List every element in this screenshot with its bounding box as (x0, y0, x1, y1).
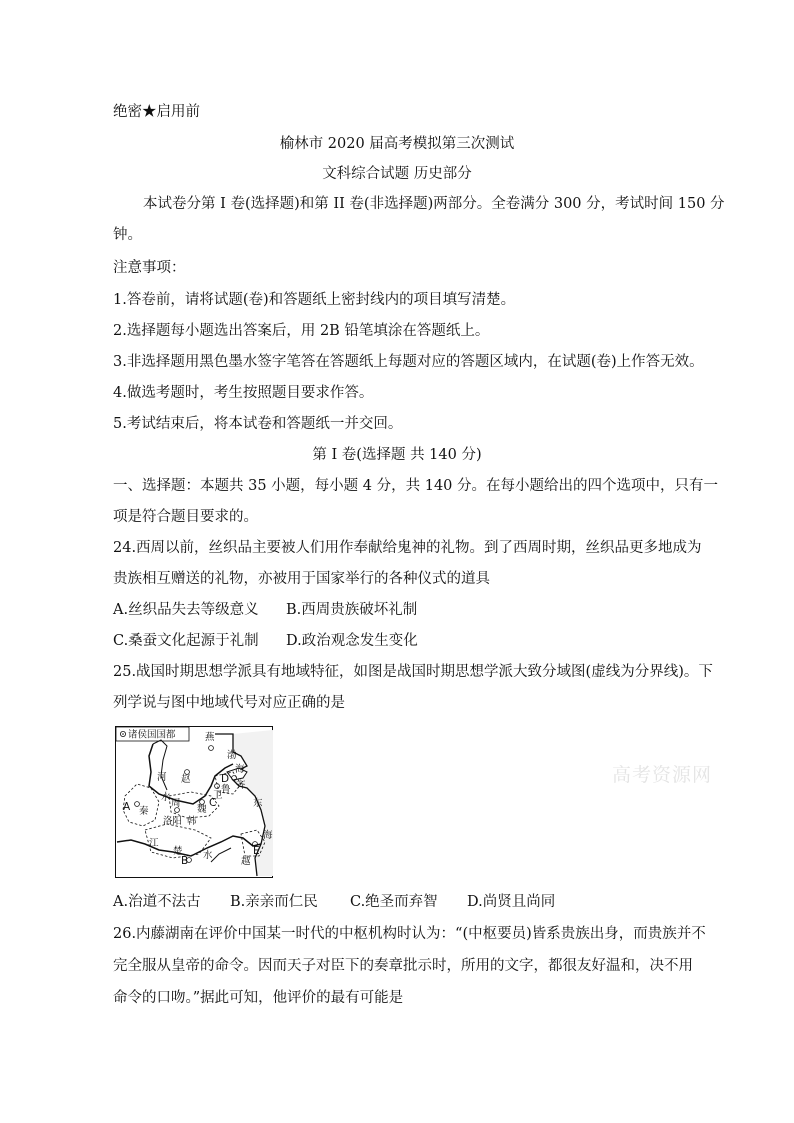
secret-mark: 绝密★启用前 (113, 104, 200, 120)
question-24-stem-2: 贵族相互赠送的礼物，亦被用于国家举行的各种仪式的道具 (113, 571, 490, 587)
section-instructions-1: 一、选择题：本题共 35 小题，每小题 4 分，共 140 分。在每小题给出的四个选项中，只有一 (113, 478, 719, 494)
note-item-2: 2.选择题每小题选出答案后，用 2B 铅笔填涂在答题纸上。 (113, 323, 490, 339)
map-label-han: 韩 (187, 816, 197, 827)
question-24-option-a: A.丝织品失去等级意义 (113, 602, 259, 618)
notes-heading: 注意事项： (113, 260, 186, 276)
question-24-option-d: D.政治观念发生变化 (286, 633, 418, 649)
map-label-bo: 渤 (227, 750, 237, 761)
question-25-stem-1: 25.战国时期思想学派具有地域特征，如图是战国时期思想学派大致分域图(虚线为分界线)。下 (113, 664, 713, 680)
note-item-4: 4.做选考题时，考生按照题目要求作答。 (113, 385, 374, 401)
intro-line-2: 钟。 (113, 227, 142, 243)
note-item-5: 5.考试结束后，将本试卷和答题纸一并交回。 (113, 416, 403, 432)
section-instructions-2: 项是符合题目要求的。 (113, 509, 258, 525)
map-region-e: E (253, 845, 260, 857)
question-26-stem-2: 完全服从皇帝的命令。因而天子对臣下的奏章批示时，所用的文字，都很友好温和，决不用 (113, 958, 693, 974)
map-label-dong: 东 (253, 798, 263, 809)
map-region-d: D (221, 773, 230, 785)
exam-title: 榆林市 2020 届高考模拟第三次测试 (279, 136, 515, 152)
question-25-option-c: C.绝圣而弃智 (350, 894, 438, 910)
note-item-1: 1.答卷前，请将试题(卷)和答题纸上密封线内的项目填写清楚。 (113, 292, 516, 308)
map-label-wei2: 魏 (197, 804, 207, 815)
map-label-chu: 楚 (173, 846, 183, 857)
warring-states-map (115, 726, 273, 878)
question-25-stem-2: 列学说与图中地域代号对应正确的是 (113, 695, 345, 711)
map-label-he: 河 (157, 772, 167, 783)
map-label-yan: 燕 (205, 732, 215, 743)
question-25-option-b: B.亲亲而仁民 (230, 894, 318, 910)
map-label-luoyang: 洛阳 (163, 816, 183, 827)
question-25-option-d: D.尚贤且尚同 (467, 894, 556, 910)
section-title: 第 I 卷(选择题 共 140 分) (312, 447, 482, 463)
map-label-zhou: 周 (171, 798, 181, 809)
question-25-option-a: A.治道不法古 (113, 894, 201, 910)
note-item-3: 3.非选择题用黑色墨水签字笔答在答题纸上每题对应的答题区域内，在试题(卷)上作答无效。 (113, 354, 704, 370)
map-label-qi: 齐 (236, 780, 246, 791)
map-label-qin: 秦 (139, 806, 149, 817)
watermark: 高考资源网 (612, 764, 713, 786)
question-24-option-c: C.桑蚕文化起源于礼制 (113, 633, 259, 649)
map-label-yue: 越 (241, 856, 251, 867)
map-label-hai: 海 (235, 764, 245, 775)
map-region-c: C (209, 797, 217, 809)
question-26-stem-1: 26.内藤湖南在评价中国某一时代的中枢机构时认为：“(中枢要员)皆系贵族出身，而贵族并不 (113, 926, 706, 942)
map-label-shui2: 水 (203, 850, 213, 861)
question-26-stem-3: 命令的口吻。”据此可知，他评价的最有可能是 (113, 990, 404, 1006)
map-label-zhao: 赵 (181, 774, 191, 785)
map-label-lu: 鲁 (221, 784, 231, 795)
question-24-stem-1: 24.西周以前，丝织品主要被人们用作奉献给鬼神的礼物。到了西周时期，丝织品更多地成为 (113, 540, 702, 556)
map-label-jiang: 江 (149, 838, 159, 849)
exam-subtitle: 文科综合试题 历史部分 (322, 166, 472, 182)
map-label-wei-state: 卫 (213, 790, 223, 801)
map-label-ha: 海 (263, 830, 273, 841)
question-24-option-b: B.西周贵族破坏礼制 (286, 602, 418, 618)
intro-line-1: 本试卷分第 I 卷(选择题)和第 II 卷(非选择题)两部分。全卷满分 300 分，考试时间 150 分 (143, 196, 725, 212)
map-region-a: A (123, 801, 131, 813)
map-legend: 诸侯国国都 (128, 729, 176, 741)
map-region-b: B (181, 855, 189, 867)
map-label-shui: 水 (161, 792, 171, 803)
